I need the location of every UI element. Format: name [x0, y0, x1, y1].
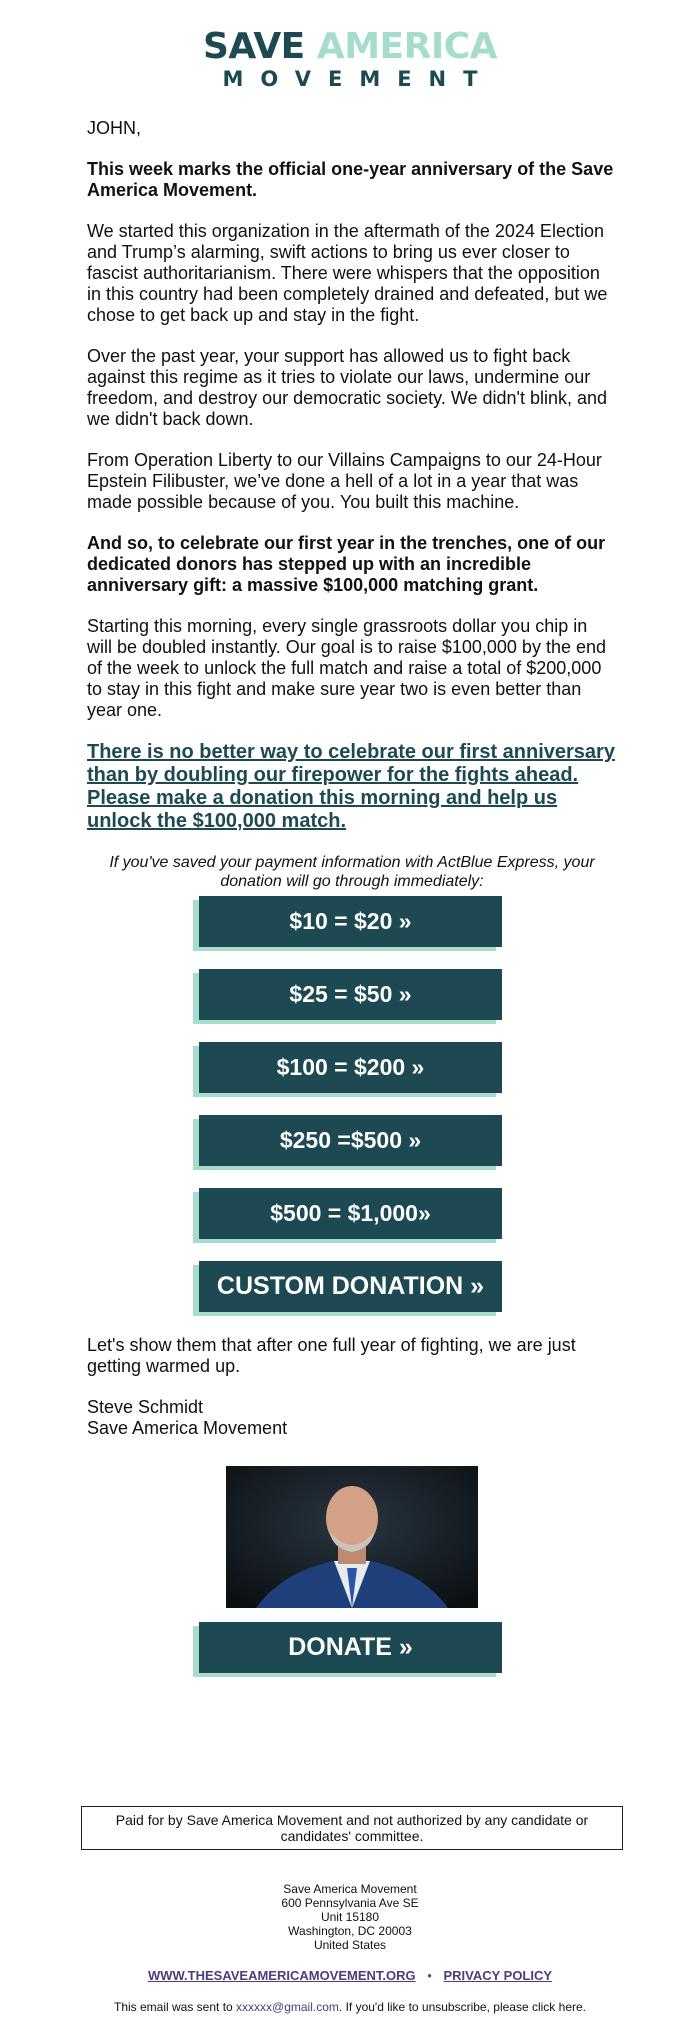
donate-500-button[interactable]: $500 = $1,000» [199, 1188, 502, 1239]
mailing-address [0, 1882, 700, 1952]
letter-body [87, 118, 617, 891]
privacy-policy-link[interactable]: PRIVACY POLICY [443, 1968, 553, 1983]
paragraph-1: This week marks the official one-year anniversary of the Save America Movement. [87, 159, 614, 200]
logo-word-save: SAVE [202, 26, 305, 67]
unsubscribe-line [0, 2000, 700, 2014]
portrait-illustration [226, 1466, 478, 1608]
greeting: JOHN, [87, 118, 141, 138]
website-link[interactable]: WWW.THESAVEAMERICAMOVEMENT.ORG [147, 1968, 416, 1983]
address-line: Washington, DC 20003 [288, 1924, 412, 1938]
donate-button[interactable]: DONATE » [199, 1622, 502, 1673]
address-line: Save America Movement [283, 1882, 417, 1896]
footer-links [0, 1968, 700, 1983]
separator-dot: • [427, 1968, 432, 1983]
logo [0, 28, 700, 92]
signature [87, 1397, 617, 1439]
unsubscribe-text[interactable]: . If you'd like to unsubscribe, please click here. [338, 2000, 586, 2014]
logo-word-america: AMERICA [316, 26, 498, 67]
closing-section [87, 1335, 617, 1439]
donate-25-button[interactable]: $25 = $50 » [199, 969, 502, 1020]
paragraph-6: Starting this morning, every single grassroots dollar you chip in will be doubled instantly. Our goal is to raise $100,000 by the end of the week to unlock the full match and raise a total of $200,000 to stay in this fight and make sure year two is even better than year one. [87, 616, 606, 720]
paragraph-3: Over the past year, your support has allowed us to fight back against this regime as it tries to violate our laws, undermine our freedom, and destroy our democratic society. We didn't blink, and we didn't back down. [87, 346, 608, 429]
address-line: United States [313, 1938, 387, 1952]
address-line: 600 Pennsylvania Ave SE [281, 1896, 419, 1910]
closing-text: Let's show them that after one full year of fighting, we are just getting warmed up. [87, 1335, 576, 1376]
paid-for-disclaimer: Paid for by Save America Movement and not authorized by any candidate or candidates' committee. [81, 1806, 623, 1850]
recipient-email: xxxxxx@gmail.com [236, 2000, 339, 2014]
donate-cta-link[interactable]: There is no better way to celebrate our first anniversary than by doubling our firepower for the fights ahead. Please make a donation this morning and help us unlock the $100,000 match. [87, 741, 615, 832]
donate-100-button[interactable]: $100 = $200 » [199, 1042, 502, 1093]
logo-subtitle: MOVEMENT [222, 67, 495, 91]
actblue-note: If you've saved your payment information with ActBlue Express, your donation will go through immediately: [109, 854, 595, 890]
signature-org: Save America Movement [87, 1418, 288, 1438]
donate-10-button[interactable]: $10 = $20 » [199, 896, 502, 947]
logo-wordmark [0, 28, 700, 66]
sent-to-prefix: This email was sent to [113, 2000, 237, 2014]
paragraph-2: We started this organization in the aftermath of the 2024 Election and Trump’s alarming, swift actions to bring us ever closer to fascist authoritarianism. There were whispers that the opposition in this country had been completely drained and defeated, but we chose to get back up and stay in the fight. [87, 221, 608, 325]
paragraph-5: And so, to celebrate our first year in the trenches, one of our dedicated donors has stepped up with an incredible anniversary gift: a massive $100,000 matching grant. [87, 533, 606, 595]
paragraph-4: From Operation Liberty to our Villains Campaigns to our 24-Hour Epstein Filibuster, we’ve done a hell of a lot in a year that was made possible because of you. You built this machine. [87, 450, 602, 512]
author-photo [226, 1466, 478, 1608]
custom-donation-button[interactable]: CUSTOM DONATION » [199, 1261, 502, 1312]
address-line: Unit 15180 [320, 1910, 380, 1924]
donate-250-button[interactable]: $250 =$500 » [199, 1115, 502, 1166]
signature-name: Steve Schmidt [87, 1397, 204, 1417]
